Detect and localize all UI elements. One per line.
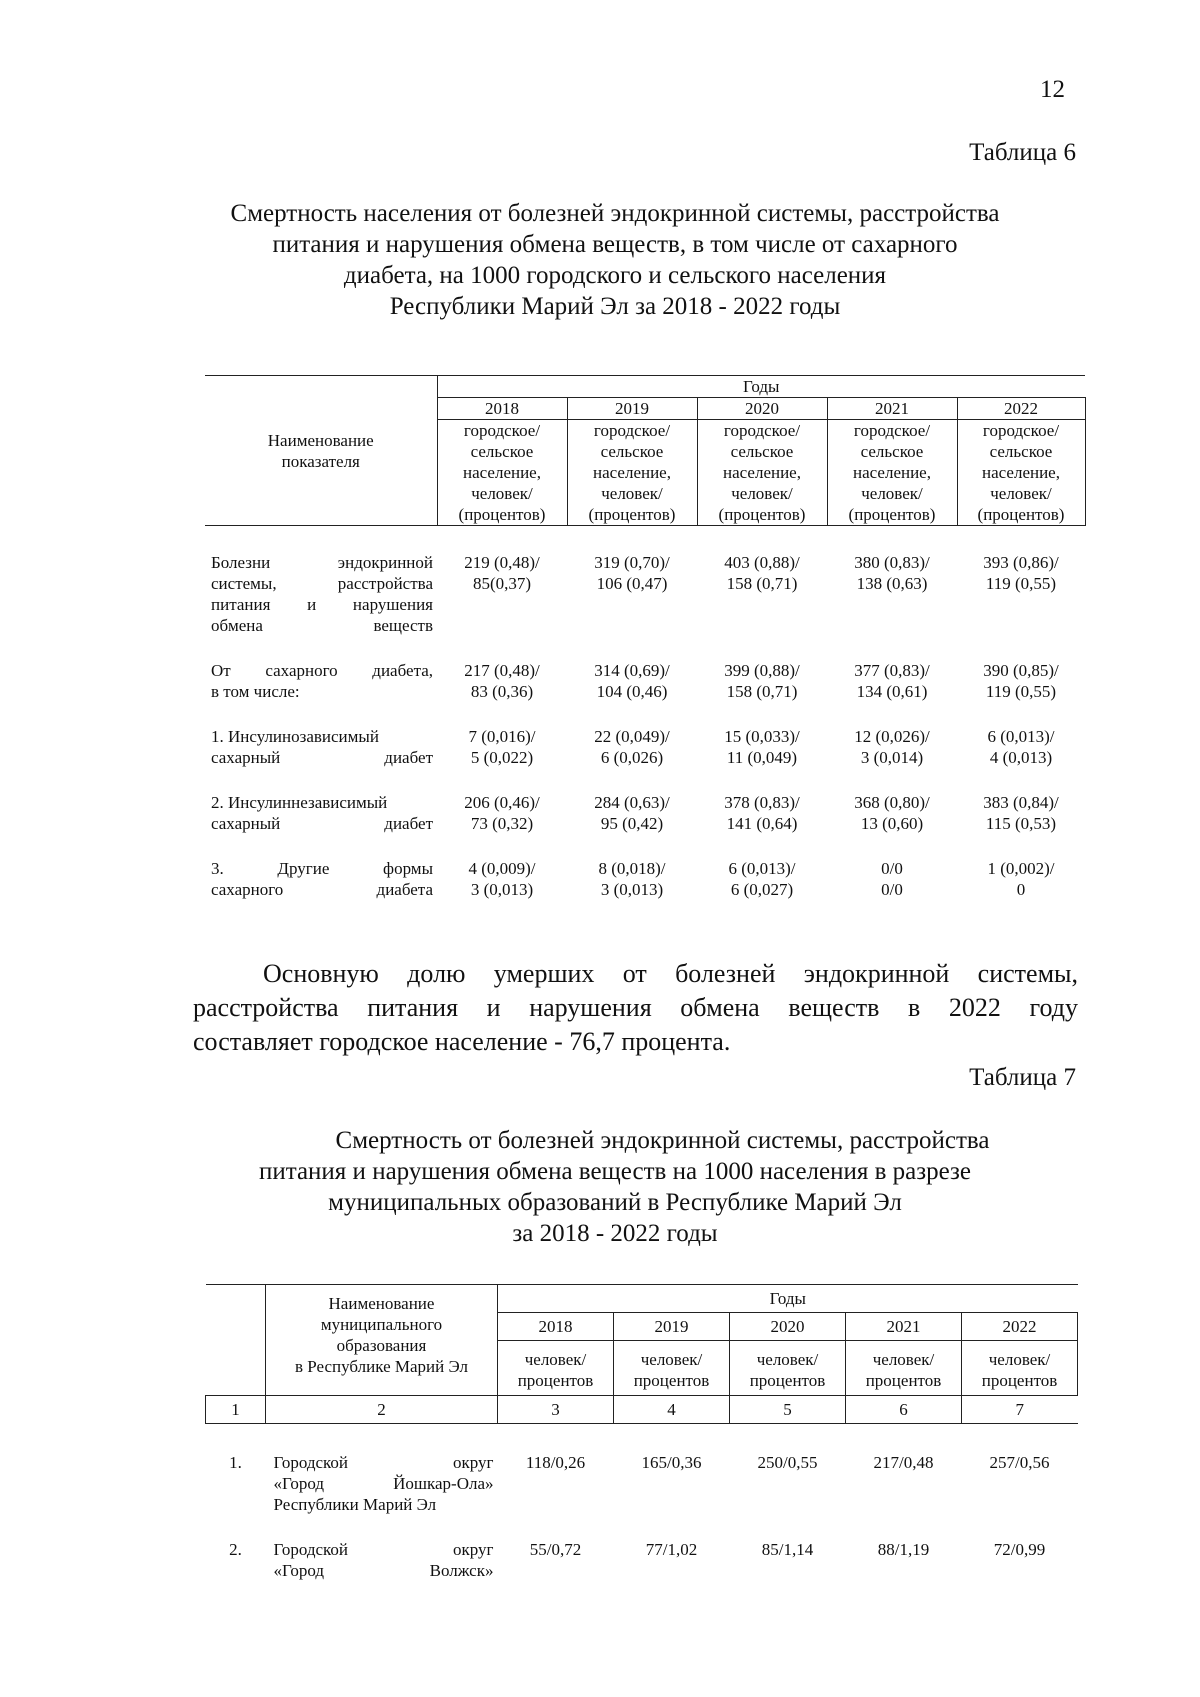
table7-title — [150, 1125, 1080, 1249]
table7-header-name: Наименование муниципального образования в Республике Марий Эл — [266, 1285, 498, 1396]
table6-cell: 399 (0,88)/ 158 (0,71) — [724, 661, 800, 701]
table6-row — [205, 834, 1085, 900]
table6-row-name: Болезни эндокринной системы, расстройства питания и нарушения обмена веществ — [211, 553, 433, 635]
table7-cell: 72/0,99 — [993, 1540, 1046, 1559]
table7-label: Таблица 7 — [969, 1064, 1076, 1091]
table6-cell: 0/0 0/0 — [881, 859, 903, 899]
table6-title-line: питания и нарушения обмена веществ, в том числе от сахарного — [272, 231, 958, 258]
table7-row — [206, 1424, 1078, 1516]
table6-cell: 380 (0,83)/ 138 (0,63) — [854, 553, 930, 593]
page-number: 12 — [1040, 76, 1065, 103]
table6-cell: 6 (0,013)/ 4 (0,013) — [987, 727, 1055, 767]
paragraph — [193, 957, 1078, 1059]
table7-cell: 118/0,26 — [525, 1453, 586, 1472]
table7-row-num: 1. — [229, 1453, 242, 1472]
table6-cell: 378 (0,83)/ 141 (0,64) — [724, 793, 800, 833]
table6-row — [205, 526, 1085, 637]
table6-row-name: 2. Инсулиннезависимый сахарный диабет — [211, 793, 433, 833]
table7-row-num: 2. — [229, 1540, 242, 1559]
table7-title-line: муниципальных образований в Республике Марий Эл — [328, 1189, 902, 1216]
table7-year: 2020 — [730, 1313, 846, 1341]
table7-year: 2022 — [962, 1313, 1078, 1341]
table7-unit-cell: человек/ процентов — [730, 1341, 846, 1396]
table7-col-number: 5 — [730, 1396, 846, 1424]
table6-unit-cell: городское/ сельское население, человек/ (процентов) — [697, 420, 827, 526]
table6-cell: 206 (0,46)/ 73 (0,32) — [464, 793, 540, 833]
table6-row — [205, 702, 1085, 768]
table6-cell: 7 (0,016)/ 5 (0,022) — [468, 727, 536, 767]
table6-header-name: Наименование показателя — [205, 376, 437, 526]
paragraph-line: расстройства питания и нарушения обмена веществ в 2022 году — [193, 993, 1078, 1022]
table7-year: 2019 — [614, 1313, 730, 1341]
table7-col-number: 6 — [846, 1396, 962, 1424]
table7-title-line: за 2018 - 2022 годы — [512, 1220, 718, 1247]
table7-header-years: Годы — [498, 1285, 1078, 1313]
table7-cell: 85/1,14 — [761, 1540, 814, 1559]
table6-row — [205, 768, 1085, 834]
table6-cell: 15 (0,033)/ 11 (0,049) — [724, 727, 800, 767]
table7-unit-cell: человек/ процентов — [614, 1341, 730, 1396]
table6-year: 2021 — [827, 398, 957, 420]
table7-cell: 165/0,36 — [641, 1453, 702, 1472]
table7-col-number: 4 — [614, 1396, 730, 1424]
table6-cell: 319 (0,70)/ 106 (0,47) — [594, 553, 670, 593]
table7-cell: 77/1,02 — [645, 1540, 698, 1559]
table6-unit-cell: городское/ сельское население, человек/ (процентов) — [437, 420, 567, 526]
paragraph-line: составляет городское население - 76,7 процента. — [193, 1027, 731, 1056]
table6 — [205, 375, 1086, 900]
table7-col-number: 3 — [498, 1396, 614, 1424]
table6-cell: 403 (0,88)/ 158 (0,71) — [724, 553, 800, 593]
table6-cell: 383 (0,84)/ 115 (0,53) — [983, 793, 1059, 833]
table6-title — [150, 198, 1080, 322]
table6-title-line: Смертность населения от болезней эндокринной системы, расстройства — [230, 200, 1000, 227]
table7-title-line: Смертность от болезней эндокринной системы, расстройства — [335, 1127, 990, 1154]
table7-row — [206, 1515, 1078, 1581]
paragraph-line: Основную долю умерших от болезней эндокринной системы, — [263, 959, 1078, 988]
table6-cell: 377 (0,83)/ 134 (0,61) — [854, 661, 930, 701]
table7-cell: 250/0,55 — [757, 1453, 818, 1472]
table7 — [205, 1284, 1078, 1581]
table6-year: 2020 — [697, 398, 827, 420]
table7-year: 2021 — [846, 1313, 962, 1341]
table6-unit-cell: городское/ сельское население, человек/ (процентов) — [567, 420, 697, 526]
table7-cell: 55/0,72 — [529, 1540, 582, 1559]
table6-title-line: Республики Марий Эл за 2018 - 2022 годы — [389, 293, 841, 320]
table6-cell: 8 (0,018)/ 3 (0,013) — [598, 859, 666, 899]
table6-cell: 6 (0,013)/ 6 (0,027) — [728, 859, 796, 899]
table6-row-name: 3. Другие формы сахарного диабета — [211, 859, 433, 899]
table6-cell: 1 (0,002)/ 0 — [987, 859, 1055, 899]
table7-cell: 88/1,19 — [877, 1540, 930, 1559]
table7-unit-cell: человек/ процентов — [962, 1341, 1078, 1396]
table6-cell: 368 (0,80)/ 13 (0,60) — [854, 793, 930, 833]
table7-row-name: Городской округ «Город Йошкар-Ола» Республики Марий Эл — [273, 1453, 494, 1514]
table6-cell: 390 (0,85)/ 119 (0,55) — [983, 661, 1059, 701]
table6-year: 2019 — [567, 398, 697, 420]
table7-unit-cell: человек/ процентов — [846, 1341, 962, 1396]
table6-row-name: От сахарного диабета, в том числе: — [211, 661, 433, 701]
table6-cell: 393 (0,86)/ 119 (0,55) — [983, 553, 1059, 593]
table6-row — [205, 636, 1085, 702]
table6-cell: 219 (0,48)/ 85(0,37) — [464, 553, 540, 593]
table6-cell: 314 (0,69)/ 104 (0,46) — [594, 661, 670, 701]
table6-cell: 284 (0,63)/ 95 (0,42) — [594, 793, 670, 833]
table7-title-line: питания и нарушения обмена веществ на 1000 населения в разрезе — [258, 1158, 972, 1185]
table6-cell: 4 (0,009)/ 3 (0,013) — [468, 859, 536, 899]
table6-unit-cell: городское/ сельское население, человек/ (процентов) — [827, 420, 957, 526]
table7-col-number: 7 — [962, 1396, 1078, 1424]
table6-year: 2022 — [957, 398, 1085, 420]
table6-cell: 22 (0,049)/ 6 (0,026) — [594, 727, 670, 767]
table7-header-num — [206, 1285, 266, 1396]
table6-label: Таблица 6 — [969, 139, 1076, 166]
table7-cell: 257/0,56 — [989, 1453, 1050, 1472]
table7-year: 2018 — [498, 1313, 614, 1341]
table6-cell: 217 (0,48)/ 83 (0,36) — [464, 661, 540, 701]
table6-cell: 12 (0,026)/ 3 (0,014) — [854, 727, 930, 767]
table6-year: 2018 — [437, 398, 567, 420]
table6-row-name: 1. Инсулинозависимый сахарный диабет — [211, 727, 433, 767]
table7-col-number: 2 — [266, 1396, 498, 1424]
table7-col-number: 1 — [206, 1396, 266, 1424]
table7-row-name: Городской округ «Город Волжск» — [273, 1540, 494, 1580]
table6-title-line: диабета, на 1000 городского и сельского населения — [343, 262, 887, 289]
table6-unit-cell: городское/ сельское население, человек/ (процентов) — [957, 420, 1085, 526]
table7-unit-cell: человек/ процентов — [498, 1341, 614, 1396]
table6-header-years: Годы — [437, 376, 1085, 398]
table7-cell: 217/0,48 — [873, 1453, 934, 1472]
